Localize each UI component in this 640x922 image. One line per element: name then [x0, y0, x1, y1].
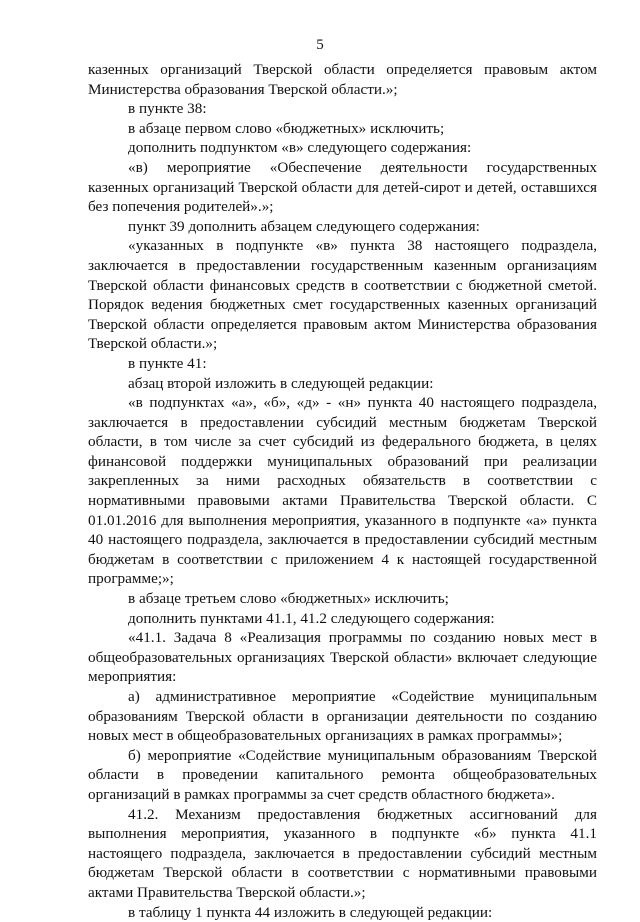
paragraph: «41.1. Задача 8 «Реализация программы по созданию новых мест в общеобразовательных организациях Тверской области» включает следующие мероприятия:: [88, 629, 597, 686]
paragraph: пункт 39 дополнить абзацем следующего содержания:: [128, 217, 480, 235]
paragraph: а) административное мероприятие «Содействие муниципальным образованиям Тверской области в организации деятельности по созданию новых мест в общеобразовательных организациях в рамках программы»;: [88, 688, 597, 745]
paragraph: «в подпунктах «а», «б», «д» - «н» пункта 40 настоящего подраздела, заключается в предоставлении субсидий местным бюджетам Тверской области, в том числе за счет субсидий из федерального бюджета, в целях финансовой поддержки муниципальных образований при реализации закрепленных за ними расходных обязательств в соответствии с нормативными правовыми актами Правительства Тверской области. С 01.01.2016 для выполнения мероприятия, указанного в подпункте «а» пункта 40 настоящего подраздела, заключается в предоставлении субсидий местным бюджетам в соответствии с приложением 4 к настоящей государственной программе;»;: [88, 394, 597, 588]
paragraph: б) мероприятие «Содействие муниципальным образованиям Тверской области в проведении капитального ремонта общеобразовательных организаций в рамках программы за счет средств областного бюджета».: [88, 746, 597, 803]
paragraph: дополнить подпунктом «в» следующего содержания:: [128, 139, 472, 157]
paragraph: в пункте 41:: [128, 354, 207, 372]
document-body: [88, 60, 597, 922]
paragraph-continuation: казенных организаций Тверской области определяется правовым актом Министерства образования Тверской области.»;: [88, 61, 597, 98]
paragraph: в пункте 38:: [128, 100, 207, 118]
paragraph: дополнить пунктами 41.1, 41.2 следующего содержания:: [128, 609, 495, 627]
paragraph: абзац второй изложить в следующей редакции:: [128, 374, 434, 392]
paragraph: «в) мероприятие «Обеспечение деятельности государственных казенных организаций Тверской области для детей-сирот и детей, оставшихся без попечения родителей».»;: [88, 158, 597, 216]
paragraph: в таблицу 1 пункта 44 изложить в следующей редакции:: [128, 903, 493, 921]
paragraph: 41.2. Механизм предоставления бюджетных ассигнований для выполнения мероприятия, указанного в подпункте «б» пункта 41.1 настоящего подраздела, заключается в предоставлении субсидий местным бюджетам Тверской области в соответствии с нормативными правовыми актами Правительства Тверской области.»;: [88, 805, 597, 901]
page-number: 5: [316, 37, 324, 53]
paragraph: в абзаце третьем слово «бюджетных» исключить;: [128, 590, 449, 608]
paragraph: «указанных в подпункте «в» пункта 38 настоящего подраздела, заключается в предоставлении государственным казенным организациям Тверской области финансовых средств в соответствии с бюджетной сметой. Порядок ведения бюджетных смет государственных казенных организаций Тверской области определяется правовым актом Министерства образования Тверской области.»;: [88, 237, 597, 353]
paragraph: в абзаце первом слово «бюджетных» исключить;: [128, 119, 445, 137]
